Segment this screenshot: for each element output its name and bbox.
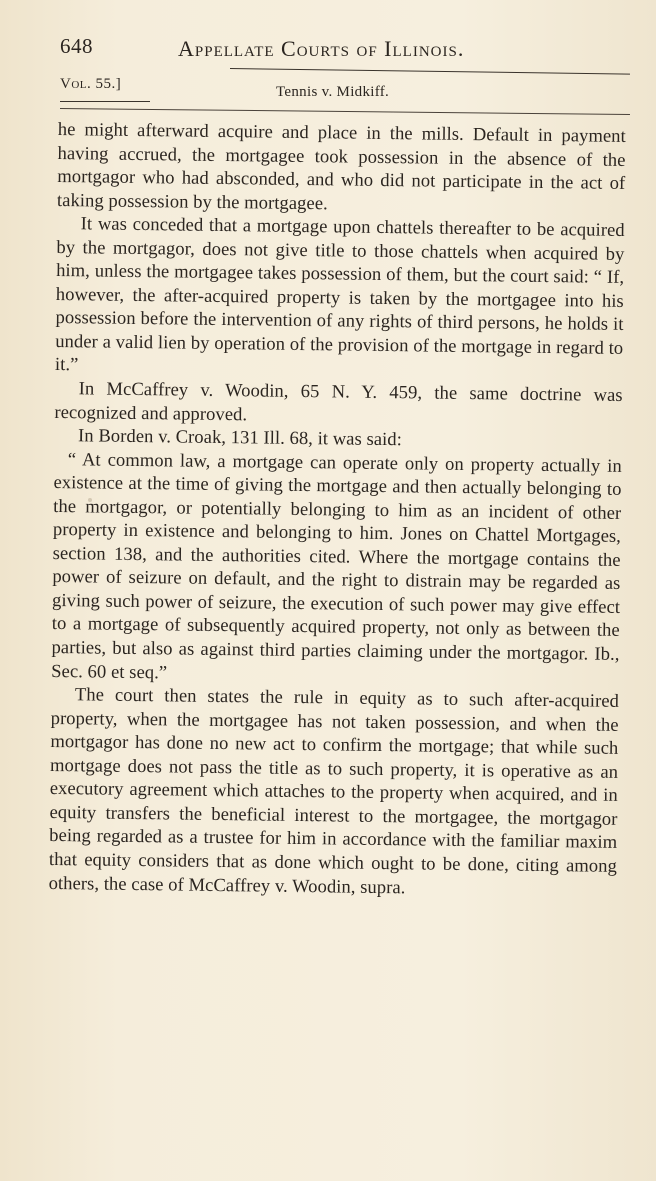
running-title: Appellate Courts of Illinois. (178, 36, 465, 61)
paragraph-3: In McCaffrey v. Woodin, 65 N. Y. 459, the same doctrine was recognized and approved. (54, 378, 623, 425)
paragraph-1: he might afterward acquire and place in the mills. Default in payment having accrued, the mortgagee took possession in the absence of the mortgagor who had absconded, and who did not participate in the act of taking possession by the mortgagee. (56, 118, 626, 214)
header-rule-bottom (60, 108, 630, 115)
running-head (60, 30, 536, 60)
paper-blemish (88, 498, 92, 502)
case-title: Tennis v. Midkiff. (276, 84, 390, 100)
volume-label: Vol. 55.] (60, 76, 122, 92)
volume-underline (60, 101, 150, 102)
paragraph-2: It was conceded that a mortgage upon chattels thereafter to be acquired by the mortgagor, does not give title to those chattels when acquired by him, unless the mortgagee takes possession of them, but the court said: “ If, however, the after-acquired property is taken by the mortgagee into his possession before the intervention of any rights of third persons, he holds it under a valid lien by operation of the provision of the mortgage in regard to it.” (54, 213, 625, 376)
header-rule-top (230, 68, 630, 75)
paragraph-6: The court then states the rule in equity as to such after-acquired property, when the mortgagee has not taken possession, and when the mortgagor has done no new act to confirm the mortgage; that while such mortgage does not pass the title as to such property, it is operative as an executory agreement which attaches to the property when acquired, and in equity transfers the beneficial interest to the mortgagee, the mortgagor being regarded as a trustee for him in accordance with the familiar maxim that equity considers that as done which ought to be done, citing among others, the case of McCaffrey v. Woodin, supra. (48, 684, 620, 898)
paragraph-4: In Borden v. Croak, 131 Ill. 68, it was said: (77, 425, 403, 451)
body-text (49, 118, 626, 902)
page-number: 648 (60, 34, 93, 58)
quotation-paragraph: “ At common law, a mortgage can operate only on property actually in existence at the time of giving the mortgage and then actually belonging to the mortgagor, or potentially belonging to him as an incident of other property in existence and belonging to him. Jones on Chattel Mortgages, section 138, and the authorities cited. Where the mortgage contains the power of seizure on default, and the right to distrain may be regarded as giving such power of seizure, the execution of such power may give effect to a mortgage of subsequently acquired property, not only as between the parties, but also as against third parties claiming under the mortgagor. Ib., Sec. 60 et seq.” (51, 448, 622, 683)
